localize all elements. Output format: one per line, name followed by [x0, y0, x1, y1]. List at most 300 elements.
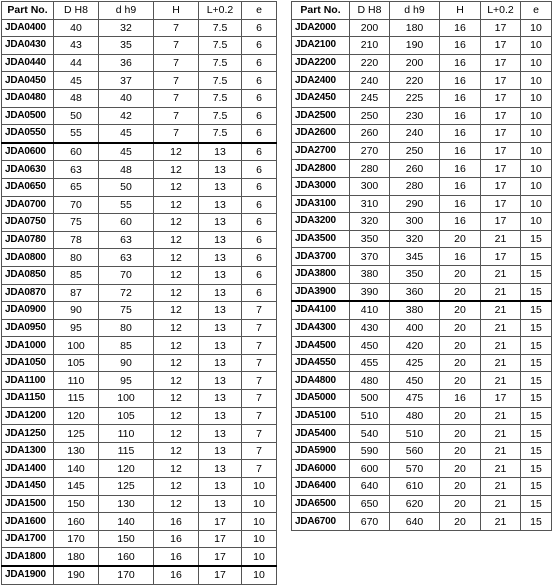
table-row: [292, 337, 552, 355]
value-cell: 620: [390, 495, 440, 513]
value-cell: 7: [242, 407, 277, 425]
part-number-cell: JDA2700: [292, 142, 350, 160]
value-cell: 42: [99, 107, 154, 125]
part-number-cell: JDA1600: [2, 513, 54, 531]
part-number-cell: JDA0600: [2, 143, 54, 161]
value-cell: 20: [440, 372, 481, 390]
table-row: [2, 354, 277, 372]
value-cell: 21: [481, 372, 521, 390]
value-cell: 13: [199, 460, 242, 478]
table-row: [2, 125, 277, 143]
value-cell: 16: [154, 566, 199, 584]
value-cell: 6: [242, 72, 277, 90]
value-cell: 7: [242, 302, 277, 320]
part-number-cell: JDA4100: [292, 301, 350, 319]
value-cell: 10: [521, 89, 552, 107]
value-cell: 510: [390, 425, 440, 443]
table-row: [2, 442, 277, 460]
value-cell: 15: [521, 372, 552, 390]
value-cell: 15: [521, 407, 552, 425]
value-cell: 16: [440, 248, 481, 266]
value-cell: 10: [521, 125, 552, 143]
table-row: [2, 390, 277, 408]
value-cell: 15: [521, 337, 552, 355]
value-cell: 15: [521, 425, 552, 443]
value-cell: 16: [440, 19, 481, 37]
table-row: [2, 513, 277, 531]
part-number-cell: JDA0950: [2, 319, 54, 337]
value-cell: 300: [390, 213, 440, 231]
part-number-cell: JDA0750: [2, 214, 54, 232]
value-cell: 43: [54, 37, 99, 55]
table-row: [292, 265, 552, 283]
part-number-cell: JDA2450: [292, 89, 350, 107]
table-row: [292, 390, 552, 408]
value-cell: 13: [199, 478, 242, 496]
value-cell: 13: [199, 407, 242, 425]
value-cell: 12: [154, 407, 199, 425]
value-cell: 7.5: [199, 125, 242, 143]
value-cell: 6: [242, 143, 277, 161]
value-cell: 170: [99, 566, 154, 584]
value-cell: 17: [481, 19, 521, 37]
value-cell: 7: [154, 19, 199, 37]
value-cell: 20: [440, 319, 481, 337]
value-cell: 12: [154, 425, 199, 443]
table-row: [292, 478, 552, 496]
value-cell: 16: [440, 125, 481, 143]
value-cell: 115: [99, 442, 154, 460]
value-cell: 10: [521, 107, 552, 125]
value-cell: 430: [350, 319, 390, 337]
table-row: [292, 442, 552, 460]
header-length: L+0.2: [199, 2, 242, 20]
part-number-cell: JDA5900: [292, 442, 350, 460]
value-cell: 16: [440, 160, 481, 178]
part-number-cell: JDA0630: [2, 161, 54, 179]
table-row: [2, 231, 277, 249]
value-cell: 15: [521, 442, 552, 460]
table-row: [292, 513, 552, 531]
value-cell: 10: [521, 19, 552, 37]
value-cell: 17: [481, 107, 521, 125]
part-number-cell: JDA2200: [292, 54, 350, 72]
value-cell: 15: [521, 319, 552, 337]
header-e: e: [521, 2, 552, 20]
value-cell: 32: [99, 19, 154, 37]
value-cell: 15: [521, 478, 552, 496]
table-row: [292, 37, 552, 55]
value-cell: 7: [154, 54, 199, 72]
value-cell: 12: [154, 354, 199, 372]
value-cell: 17: [481, 54, 521, 72]
value-cell: 10: [521, 72, 552, 90]
value-cell: 20: [440, 337, 481, 355]
value-cell: 410: [350, 301, 390, 319]
table-row: [2, 460, 277, 478]
value-cell: 480: [350, 372, 390, 390]
value-cell: 500: [350, 390, 390, 408]
table-row: [292, 107, 552, 125]
value-cell: 6: [242, 107, 277, 125]
value-cell: 12: [154, 442, 199, 460]
table-row: [292, 319, 552, 337]
table-row: [2, 302, 277, 320]
value-cell: 6: [242, 196, 277, 214]
value-cell: 45: [54, 72, 99, 90]
value-cell: 16: [440, 213, 481, 231]
value-cell: 590: [350, 442, 390, 460]
value-cell: 21: [481, 283, 521, 301]
value-cell: 10: [242, 513, 277, 531]
part-number-cell: JDA0430: [2, 37, 54, 55]
value-cell: 21: [481, 265, 521, 283]
value-cell: 60: [54, 143, 99, 161]
value-cell: 17: [481, 195, 521, 213]
value-cell: 21: [481, 442, 521, 460]
table-row: [2, 372, 277, 390]
right-dimension-table: [291, 1, 552, 531]
table-row: [2, 478, 277, 496]
value-cell: 12: [154, 460, 199, 478]
value-cell: 13: [199, 161, 242, 179]
value-cell: 190: [390, 37, 440, 55]
part-number-cell: JDA0780: [2, 231, 54, 249]
value-cell: 15: [521, 301, 552, 319]
value-cell: 90: [54, 302, 99, 320]
value-cell: 450: [350, 337, 390, 355]
value-cell: 640: [390, 513, 440, 531]
value-cell: 36: [99, 54, 154, 72]
left-table-body: [2, 19, 277, 584]
value-cell: 7: [242, 319, 277, 337]
value-cell: 6: [242, 214, 277, 232]
value-cell: 310: [350, 195, 390, 213]
table-row: [292, 177, 552, 195]
value-cell: 50: [99, 178, 154, 196]
value-cell: 7: [242, 354, 277, 372]
part-number-cell: JDA4550: [292, 354, 350, 372]
value-cell: 130: [54, 442, 99, 460]
value-cell: 245: [350, 89, 390, 107]
part-number-cell: JDA3000: [292, 177, 350, 195]
value-cell: 10: [521, 213, 552, 231]
value-cell: 270: [350, 142, 390, 160]
value-cell: 44: [54, 54, 99, 72]
value-cell: 21: [481, 301, 521, 319]
value-cell: 6: [242, 231, 277, 249]
value-cell: 17: [199, 548, 242, 566]
part-number-cell: JDA3100: [292, 195, 350, 213]
value-cell: 20: [440, 442, 481, 460]
value-cell: 10: [521, 177, 552, 195]
part-number-cell: JDA0700: [2, 196, 54, 214]
table-row: [2, 19, 277, 37]
value-cell: 12: [154, 266, 199, 284]
value-cell: 6: [242, 284, 277, 302]
header-outer-diameter: D H8: [350, 2, 390, 20]
part-number-cell: JDA6000: [292, 460, 350, 478]
value-cell: 290: [390, 195, 440, 213]
part-number-cell: JDA3900: [292, 283, 350, 301]
value-cell: 7.5: [199, 54, 242, 72]
table-row: [2, 425, 277, 443]
value-cell: 13: [199, 302, 242, 320]
value-cell: 37: [99, 72, 154, 90]
value-cell: 21: [481, 354, 521, 372]
value-cell: 260: [350, 125, 390, 143]
value-cell: 7: [242, 372, 277, 390]
table-row: [292, 248, 552, 266]
table-row: [2, 566, 277, 584]
value-cell: 12: [154, 302, 199, 320]
value-cell: 72: [99, 284, 154, 302]
value-cell: 140: [54, 460, 99, 478]
table-row: [2, 161, 277, 179]
value-cell: 250: [390, 142, 440, 160]
value-cell: 17: [199, 513, 242, 531]
table-row: [292, 125, 552, 143]
table-row: [2, 495, 277, 513]
table-row: [292, 19, 552, 37]
value-cell: 7: [242, 442, 277, 460]
value-cell: 13: [199, 442, 242, 460]
value-cell: 6: [242, 266, 277, 284]
value-cell: 380: [390, 301, 440, 319]
part-number-cell: JDA4500: [292, 337, 350, 355]
table-row: [292, 54, 552, 72]
value-cell: 390: [350, 283, 390, 301]
table-row: [292, 72, 552, 90]
part-number-cell: JDA5000: [292, 390, 350, 408]
table-header-row: [292, 2, 552, 20]
value-cell: 475: [390, 390, 440, 408]
value-cell: 16: [154, 548, 199, 566]
value-cell: 345: [390, 248, 440, 266]
part-number-cell: JDA0400: [2, 19, 54, 37]
value-cell: 250: [350, 107, 390, 125]
value-cell: 7: [154, 125, 199, 143]
part-number-cell: JDA5400: [292, 425, 350, 443]
value-cell: 540: [350, 425, 390, 443]
header-length: L+0.2: [481, 2, 521, 20]
table-row: [292, 407, 552, 425]
value-cell: 80: [54, 249, 99, 267]
value-cell: 125: [99, 478, 154, 496]
value-cell: 45: [99, 143, 154, 161]
value-cell: 20: [440, 407, 481, 425]
header-height: H: [440, 2, 481, 20]
part-number-cell: JDA0480: [2, 89, 54, 107]
value-cell: 55: [99, 196, 154, 214]
value-cell: 63: [54, 161, 99, 179]
value-cell: 280: [390, 177, 440, 195]
part-number-cell: JDA0900: [2, 302, 54, 320]
part-number-cell: JDA0870: [2, 284, 54, 302]
value-cell: 60: [99, 214, 154, 232]
value-cell: 20: [440, 265, 481, 283]
value-cell: 20: [440, 425, 481, 443]
value-cell: 400: [390, 319, 440, 337]
value-cell: 35: [99, 37, 154, 55]
value-cell: 6: [242, 249, 277, 267]
table-row: [2, 196, 277, 214]
value-cell: 17: [481, 177, 521, 195]
value-cell: 21: [481, 407, 521, 425]
value-cell: 15: [521, 460, 552, 478]
table-row: [292, 195, 552, 213]
value-cell: 7: [154, 37, 199, 55]
value-cell: 100: [99, 390, 154, 408]
value-cell: 10: [521, 37, 552, 55]
value-cell: 63: [99, 249, 154, 267]
value-cell: 570: [390, 460, 440, 478]
value-cell: 48: [54, 89, 99, 107]
part-number-cell: JDA1200: [2, 407, 54, 425]
table-row: [292, 283, 552, 301]
value-cell: 180: [390, 19, 440, 37]
value-cell: 7: [242, 460, 277, 478]
part-number-cell: JDA0500: [2, 107, 54, 125]
part-number-cell: JDA4300: [292, 319, 350, 337]
value-cell: 10: [521, 160, 552, 178]
value-cell: 7: [242, 390, 277, 408]
value-cell: 85: [99, 337, 154, 355]
value-cell: 15: [521, 265, 552, 283]
value-cell: 380: [350, 265, 390, 283]
value-cell: 21: [481, 319, 521, 337]
value-cell: 20: [440, 354, 481, 372]
table-row: [2, 54, 277, 72]
value-cell: 12: [154, 214, 199, 232]
value-cell: 16: [440, 72, 481, 90]
value-cell: 640: [350, 478, 390, 496]
table-row: [292, 160, 552, 178]
value-cell: 12: [154, 337, 199, 355]
value-cell: 7.5: [199, 37, 242, 55]
value-cell: 48: [99, 161, 154, 179]
table-row: [292, 89, 552, 107]
part-number-cell: JDA0450: [2, 72, 54, 90]
value-cell: 13: [199, 495, 242, 513]
value-cell: 17: [481, 213, 521, 231]
value-cell: 7: [154, 72, 199, 90]
part-number-cell: JDA3800: [292, 265, 350, 283]
value-cell: 190: [54, 566, 99, 584]
part-number-cell: JDA1400: [2, 460, 54, 478]
value-cell: 7.5: [199, 89, 242, 107]
value-cell: 180: [54, 548, 99, 566]
value-cell: 13: [199, 372, 242, 390]
value-cell: 17: [199, 530, 242, 548]
value-cell: 12: [154, 196, 199, 214]
part-number-cell: JDA3500: [292, 230, 350, 248]
table-row: [2, 143, 277, 161]
part-number-cell: JDA5100: [292, 407, 350, 425]
value-cell: 65: [54, 178, 99, 196]
value-cell: 200: [350, 19, 390, 37]
table-row: [292, 372, 552, 390]
value-cell: 150: [99, 530, 154, 548]
value-cell: 12: [154, 161, 199, 179]
part-number-cell: JDA2000: [292, 19, 350, 37]
value-cell: 560: [390, 442, 440, 460]
value-cell: 21: [481, 337, 521, 355]
table-header-row: [2, 2, 277, 20]
value-cell: 15: [521, 513, 552, 531]
value-cell: 10: [521, 54, 552, 72]
part-number-cell: JDA1000: [2, 337, 54, 355]
header-e: e: [242, 2, 277, 20]
value-cell: 13: [199, 425, 242, 443]
value-cell: 110: [99, 425, 154, 443]
value-cell: 17: [481, 125, 521, 143]
value-cell: 7.5: [199, 72, 242, 90]
part-number-cell: JDA1500: [2, 495, 54, 513]
value-cell: 280: [350, 160, 390, 178]
value-cell: 10: [242, 566, 277, 584]
value-cell: 100: [54, 337, 99, 355]
value-cell: 110: [54, 372, 99, 390]
value-cell: 670: [350, 513, 390, 531]
value-cell: 20: [440, 230, 481, 248]
value-cell: 17: [481, 160, 521, 178]
value-cell: 15: [521, 230, 552, 248]
value-cell: 75: [99, 302, 154, 320]
part-number-cell: JDA6400: [292, 478, 350, 496]
value-cell: 650: [350, 495, 390, 513]
value-cell: 350: [350, 230, 390, 248]
value-cell: 17: [481, 72, 521, 90]
value-cell: 13: [199, 390, 242, 408]
value-cell: 13: [199, 231, 242, 249]
value-cell: 600: [350, 460, 390, 478]
value-cell: 160: [54, 513, 99, 531]
part-number-cell: JDA0550: [2, 125, 54, 143]
value-cell: 200: [390, 54, 440, 72]
part-number-cell: JDA0440: [2, 54, 54, 72]
value-cell: 16: [440, 195, 481, 213]
value-cell: 10: [521, 195, 552, 213]
value-cell: 80: [99, 319, 154, 337]
value-cell: 10: [242, 495, 277, 513]
part-number-cell: JDA2600: [292, 125, 350, 143]
value-cell: 210: [350, 37, 390, 55]
value-cell: 7.5: [199, 107, 242, 125]
value-cell: 87: [54, 284, 99, 302]
table-row: [2, 284, 277, 302]
part-number-cell: JDA0850: [2, 266, 54, 284]
header-inner-diameter: d h9: [99, 2, 154, 20]
value-cell: 16: [440, 54, 481, 72]
table-row: [2, 89, 277, 107]
value-cell: 120: [99, 460, 154, 478]
value-cell: 16: [440, 89, 481, 107]
value-cell: 150: [54, 495, 99, 513]
value-cell: 21: [481, 425, 521, 443]
value-cell: 6: [242, 19, 277, 37]
value-cell: 240: [350, 72, 390, 90]
value-cell: 12: [154, 143, 199, 161]
value-cell: 360: [390, 283, 440, 301]
value-cell: 13: [199, 196, 242, 214]
value-cell: 230: [390, 107, 440, 125]
value-cell: 6: [242, 54, 277, 72]
value-cell: 16: [440, 177, 481, 195]
header-part-no: Part No.: [2, 2, 54, 20]
value-cell: 160: [99, 548, 154, 566]
value-cell: 13: [199, 178, 242, 196]
